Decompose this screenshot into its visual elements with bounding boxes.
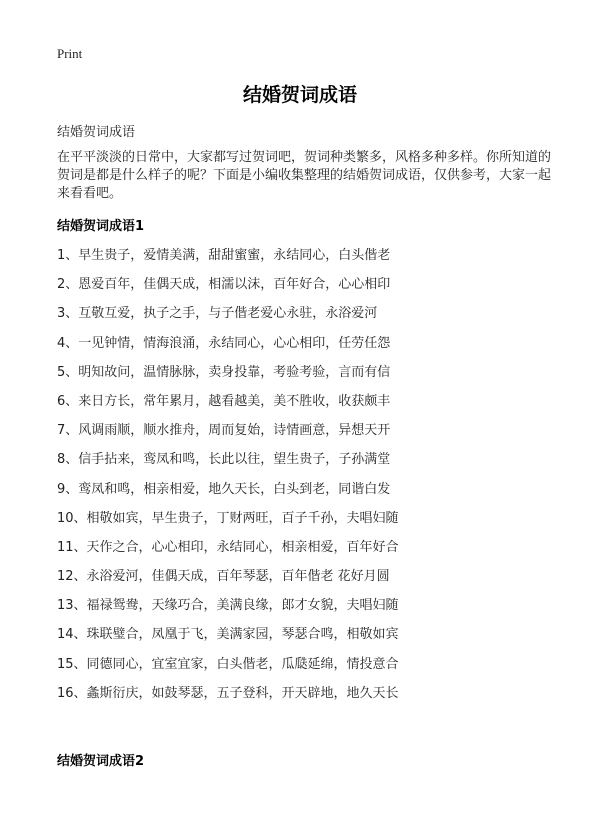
list-item: 14、珠联璧合，凤凰于飞，美满家园，琴瑟合鸣，相敬如宾 <box>57 627 399 643</box>
list-item: 13、福禄鸳鸯，天缘巧合，美满良缘，郎才女貌，夫唱妇随 <box>57 598 399 614</box>
list-item: 1、早生贵子，爱情美满，甜甜蜜蜜，永结同心，白头偕老 <box>57 248 391 263</box>
list-item: 8、信手拈来，鸾凤和鸣，长此以往，望生贵子，子孙满堂 <box>57 452 391 468</box>
idiom-list <box>57 246 399 713</box>
list-item: 5、明知故问，温情脉脉，卖身投靠，考验考验，言而有信 <box>57 364 391 380</box>
page-title: 结婚贺词成语 <box>242 84 357 106</box>
document-subtitle: 结婚贺词成语 <box>57 125 136 140</box>
list-item: 15、同德同心，宜室宜家，白头偕老，瓜瓞延绵，情投意合 <box>57 656 399 672</box>
section-heading-2: 结婚贺词成语2 <box>57 754 145 769</box>
list-item: 10、相敬如宾，早生贵子，丁财两旺，百子千孙，夫唱妇随 <box>57 510 399 526</box>
list-item: 9、鸾凤和鸣，相亲相爱，地久天长，白头到老，同谐白发 <box>57 481 391 497</box>
print-label: Print <box>57 46 83 61</box>
list-item: 3、互敬互爱，执子之手，与子偕老爱心永驻，永浴爱河 <box>57 306 378 322</box>
list-item: 2、恩爱百年，佳偶天成，相濡以沫，百年好合，心心相印 <box>57 277 391 293</box>
list-item: 7、风调雨顺，顺水推舟，周而复始，诗情画意，异想天开 <box>57 423 391 439</box>
list-item: 4、一见钟情，情海浪涌，永结同心，心心相印，任劳任怨 <box>57 335 391 351</box>
list-item: 16、螽斯衍庆，如鼓琴瑟，五子登科，开天辟地，地久天长 <box>57 685 399 701</box>
list-item: 12、永浴爱河，佳偶天成，百年琴瑟，百年偕老 花好月圆 <box>57 569 390 585</box>
section-heading-1: 结婚贺词成语1 <box>57 219 145 234</box>
intro-paragraph: 在平平淡淡的日常中，大家都写过贺词吧，贺词种类繁多，风格多种多样。你所知道的贺词是都是什么样子的呢？下面是小编收集整理的结婚贺词成语，仅供参考，大家一起来看看吧。 <box>57 150 552 201</box>
list-item: 6、来日方长，常年累月，越看越美，美不胜收，收获颇丰 <box>57 393 391 409</box>
list-item: 11、天作之合，心心相印，永结同心，相亲相爱，百年好合 <box>57 539 399 555</box>
